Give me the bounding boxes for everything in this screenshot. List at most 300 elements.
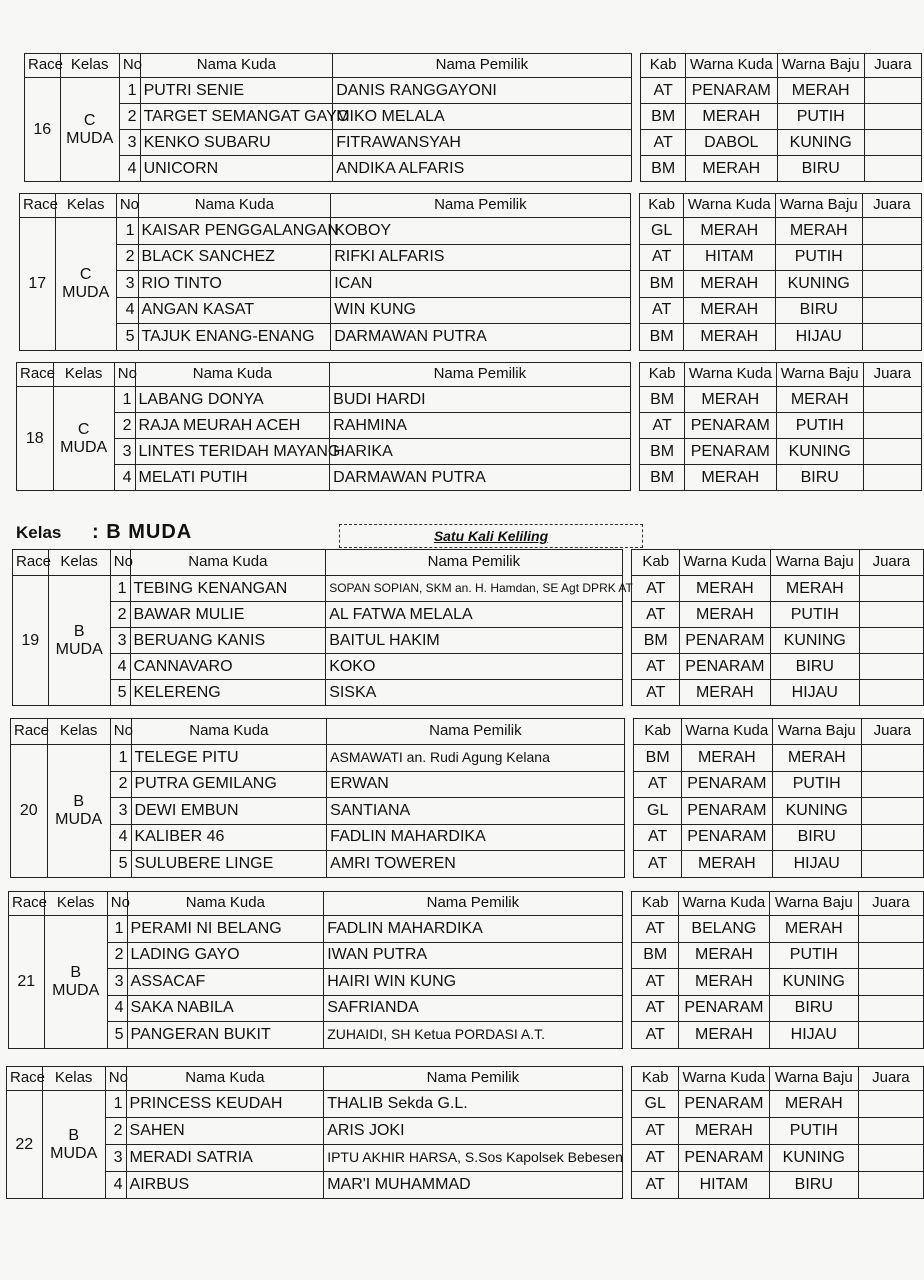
- regency-code: AT: [640, 297, 683, 324]
- owner-name: DARMAWAN PUTRA: [330, 465, 630, 491]
- race-class-letter: B: [70, 964, 82, 982]
- header-race: Race: [17, 363, 54, 387]
- table-row: [17, 465, 922, 491]
- horse-name: LABANG DONYA: [135, 387, 330, 413]
- column-gap: [630, 465, 640, 491]
- horse-name: BLACK SANCHEZ: [138, 244, 331, 271]
- regency-code: GL: [640, 218, 683, 245]
- horse-name: PANGERAN BUKIT: [127, 1022, 324, 1049]
- column-gap: [622, 1118, 632, 1145]
- header-warna-kuda: Warna Kuda: [679, 550, 770, 576]
- horse-name: KAISAR PENGGALANGAN: [138, 218, 331, 245]
- race-table-20: [10, 718, 924, 878]
- horse-color: MERAH: [678, 969, 769, 996]
- table-row: [20, 244, 922, 271]
- entry-number: 1: [114, 387, 135, 413]
- regency-code: BM: [632, 628, 679, 654]
- horse-name: TARGET SEMANGAT GAYO: [140, 104, 333, 130]
- horse-name: PUTRA GEMILANG: [131, 771, 327, 798]
- race-class: [55, 218, 116, 351]
- horse-name: KENKO SUBARU: [140, 130, 333, 156]
- winner-cell: [859, 654, 923, 680]
- horse-name: MERADI SATRIA: [126, 1145, 324, 1172]
- header-nama-pemilik: Nama Pemilik: [324, 1067, 622, 1091]
- header-juara: Juara: [864, 54, 921, 78]
- horse-color: MERAH: [678, 1118, 769, 1145]
- header-nama-kuda: Nama Kuda: [130, 550, 326, 576]
- winner-cell: [858, 916, 923, 943]
- header-kab: Kab: [640, 363, 684, 387]
- column-gap: [622, 602, 632, 628]
- jersey-color: KUNING: [769, 969, 858, 996]
- winner-cell: [863, 439, 921, 465]
- header-kelas: Kelas: [48, 550, 110, 576]
- regency-code: AT: [632, 680, 679, 706]
- horse-name: SAKA NABILA: [127, 995, 324, 1022]
- winner-cell: [864, 78, 921, 104]
- regency-code: BM: [641, 104, 685, 130]
- table-row: [13, 654, 924, 680]
- winner-cell: [858, 1172, 923, 1199]
- jersey-color: BIRU: [777, 156, 864, 182]
- horse-color: MERAH: [681, 851, 772, 878]
- entry-number: 4: [105, 1172, 126, 1199]
- regency-code: AT: [632, 1118, 678, 1145]
- jersey-color: MERAH: [775, 218, 862, 245]
- race-class-age: MUDA: [55, 810, 103, 828]
- entry-number: 1: [110, 745, 131, 772]
- horse-color: MERAH: [685, 104, 777, 130]
- header-juara: Juara: [858, 892, 923, 916]
- jersey-color: PUTIH: [777, 104, 864, 130]
- table-row: [13, 680, 924, 706]
- class-heading-label: Kelas: [16, 523, 62, 542]
- header-warna-kuda: Warna Kuda: [678, 892, 769, 916]
- header-juara: Juara: [858, 1067, 923, 1091]
- race-class-letter: C: [79, 266, 92, 284]
- owner-name: ZUHAIDI, SH Ketua PORDASI A.T.: [324, 1022, 622, 1049]
- jersey-color: PUTIH: [769, 942, 858, 969]
- table-row: [25, 156, 922, 182]
- jersey-color: BIRU: [776, 465, 863, 491]
- horse-name: PUTRI SENIE: [140, 78, 333, 104]
- header-nama-pemilik: Nama Pemilik: [333, 54, 631, 78]
- jersey-color: KUNING: [769, 1145, 858, 1172]
- horse-color: HITAM: [678, 1172, 769, 1199]
- owner-name: AL FATWA MELALA: [326, 602, 622, 628]
- jersey-color: KUNING: [777, 130, 864, 156]
- table-header-row: [17, 363, 922, 387]
- owner-name: BAITUL HAKIM: [326, 628, 622, 654]
- regency-code: BM: [641, 156, 685, 182]
- header-kab: Kab: [634, 719, 681, 745]
- table-header-row: [20, 194, 922, 218]
- entry-number: 5: [110, 680, 130, 706]
- regency-code: GL: [632, 1091, 678, 1118]
- entry-number: 2: [110, 771, 131, 798]
- owner-name: AMRI TOWEREN: [327, 851, 624, 878]
- horse-name: TAJUK ENANG-ENANG: [138, 324, 331, 351]
- winner-cell: [858, 942, 923, 969]
- race-class: [60, 78, 119, 182]
- owner-name: ASMAWATI an. Rudi Agung Kelana: [327, 745, 624, 772]
- jersey-color: BIRU: [772, 824, 861, 851]
- entry-number: 3: [110, 628, 130, 654]
- regency-code: AT: [641, 130, 685, 156]
- horse-color: MERAH: [684, 465, 776, 491]
- header-kab: Kab: [632, 1067, 678, 1091]
- column-gap: [624, 851, 634, 878]
- owner-name: THALIB Sekda G.L.: [324, 1091, 622, 1118]
- horse-name: TELEGE PITU: [131, 745, 327, 772]
- table-row: [13, 602, 924, 628]
- owner-name: RIFKI ALFARIS: [331, 244, 630, 271]
- entry-number: 2: [116, 244, 138, 271]
- header-no: No: [114, 363, 135, 387]
- regency-code: BM: [640, 387, 684, 413]
- jersey-color: PUTIH: [775, 244, 862, 271]
- horse-name: SULUBERE LINGE: [131, 851, 327, 878]
- column-gap: [630, 194, 640, 218]
- entry-number: 5: [116, 324, 138, 351]
- winner-cell: [858, 1145, 923, 1172]
- table-row: [7, 1118, 924, 1145]
- race-class: [48, 576, 110, 706]
- horse-color: MERAH: [683, 324, 775, 351]
- header-nama-kuda: Nama Kuda: [135, 363, 330, 387]
- jersey-color: PUTIH: [772, 771, 861, 798]
- regency-code: AT: [632, 602, 679, 628]
- entry-number: 1: [105, 1091, 126, 1118]
- entry-number: 1: [110, 576, 130, 602]
- entry-number: 2: [119, 104, 140, 130]
- column-gap: [622, 1067, 632, 1091]
- header-juara: Juara: [861, 719, 923, 745]
- entry-number: 2: [105, 1118, 126, 1145]
- horse-name: DEWI EMBUN: [131, 798, 327, 825]
- horse-name: MELATI PUTIH: [135, 465, 330, 491]
- table-row: [9, 969, 924, 996]
- table-header-row: [25, 54, 922, 78]
- jersey-color: HIJAU: [772, 851, 861, 878]
- race-class-age: MUDA: [62, 283, 110, 301]
- entry-number: 3: [114, 439, 135, 465]
- column-gap: [630, 324, 640, 351]
- jersey-color: MERAH: [769, 1091, 858, 1118]
- table-row: [9, 995, 924, 1022]
- header-nama-kuda: Nama Kuda: [140, 54, 333, 78]
- table-row: [25, 78, 922, 104]
- horse-color: PENARAM: [679, 654, 770, 680]
- regency-code: AT: [632, 916, 678, 943]
- race-table-17: [19, 193, 922, 351]
- entry-number: 3: [116, 271, 138, 298]
- owner-name: KOBOY: [331, 218, 630, 245]
- horse-name: AIRBUS: [126, 1172, 324, 1199]
- winner-cell: [863, 413, 921, 439]
- race-table-21: [8, 891, 924, 1049]
- header-nama-pemilik: Nama Pemilik: [331, 194, 630, 218]
- owner-name: IWAN PUTRA: [324, 942, 622, 969]
- entry-number: 3: [105, 1145, 126, 1172]
- horse-color: PENARAM: [679, 628, 770, 654]
- header-no: No: [110, 719, 131, 745]
- horse-color: PENARAM: [678, 1145, 769, 1172]
- regency-code: BM: [640, 439, 684, 465]
- entry-number: 4: [116, 297, 138, 324]
- race-class: [47, 745, 110, 878]
- jersey-color: BIRU: [770, 654, 859, 680]
- horse-color: BELANG: [678, 916, 769, 943]
- regency-code: AT: [640, 244, 683, 271]
- jersey-color: HIJAU: [769, 1022, 858, 1049]
- owner-name: MAR'I MUHAMMAD: [324, 1172, 622, 1199]
- horse-color: MERAH: [685, 156, 777, 182]
- column-gap: [631, 78, 641, 104]
- owner-name: HAIRI WIN KUNG: [324, 969, 622, 996]
- horse-color: MERAH: [679, 576, 770, 602]
- horse-color: PENARAM: [684, 439, 776, 465]
- table-row: [9, 1022, 924, 1049]
- column-gap: [631, 54, 641, 78]
- horse-color: PENARAM: [684, 413, 776, 439]
- jersey-color: PUTIH: [776, 413, 863, 439]
- horse-color: HITAM: [683, 244, 775, 271]
- entry-number: 1: [119, 78, 140, 104]
- header-warna-kuda: Warna Kuda: [684, 363, 776, 387]
- header-warna-kuda: Warna Kuda: [678, 1067, 769, 1091]
- winner-cell: [859, 680, 923, 706]
- header-warna-baju: Warna Baju: [777, 54, 864, 78]
- regency-code: BM: [640, 465, 684, 491]
- horse-name: PRINCESS KEUDAH: [126, 1091, 324, 1118]
- horse-name: LADING GAYO: [127, 942, 324, 969]
- column-gap: [622, 550, 632, 576]
- column-gap: [622, 1022, 632, 1049]
- header-kab: Kab: [632, 550, 679, 576]
- winner-cell: [864, 156, 921, 182]
- owner-name: WIN KUNG: [331, 297, 630, 324]
- horse-name: RAJA MEURAH ACEH: [135, 413, 330, 439]
- class-heading: [16, 521, 192, 544]
- header-race: Race: [25, 54, 61, 78]
- entry-number: 4: [114, 465, 135, 491]
- horse-name: UNICORN: [140, 156, 333, 182]
- race-class-age: MUDA: [50, 1144, 98, 1162]
- race-distance-note: Satu Kali Keliling: [339, 524, 643, 548]
- header-no: No: [110, 550, 130, 576]
- table-row: [20, 271, 922, 298]
- horse-color: MERAH: [683, 218, 775, 245]
- table-row: [20, 218, 922, 245]
- column-gap: [622, 916, 632, 943]
- jersey-color: KUNING: [770, 628, 859, 654]
- owner-name: MIKO MELALA: [333, 104, 631, 130]
- jersey-color: BIRU: [769, 1172, 858, 1199]
- horse-color: MERAH: [683, 271, 775, 298]
- header-nama-kuda: Nama Kuda: [138, 194, 331, 218]
- race-class: [53, 387, 114, 491]
- horse-color: MERAH: [678, 942, 769, 969]
- owner-name: DARMAWAN PUTRA: [331, 324, 630, 351]
- header-juara: Juara: [862, 194, 921, 218]
- jersey-color: PUTIH: [769, 1118, 858, 1145]
- header-warna-baju: Warna Baju: [776, 363, 863, 387]
- regency-code: GL: [634, 798, 681, 825]
- winner-cell: [858, 1091, 923, 1118]
- regency-code: AT: [632, 995, 678, 1022]
- race-class-age: MUDA: [55, 640, 103, 658]
- owner-name: DANIS RANGGAYONI: [333, 78, 631, 104]
- race-number: 22: [7, 1091, 43, 1199]
- header-nama-pemilik: Nama Pemilik: [330, 363, 630, 387]
- entry-number: 4: [110, 824, 131, 851]
- horse-name: PERAMI NI BELANG: [127, 916, 324, 943]
- column-gap: [630, 413, 640, 439]
- winner-cell: [861, 851, 923, 878]
- race-number: 21: [9, 916, 45, 1049]
- winner-cell: [862, 271, 921, 298]
- entry-number: 1: [107, 916, 127, 943]
- regency-code: AT: [632, 1022, 678, 1049]
- column-gap: [622, 942, 632, 969]
- column-gap: [624, 771, 634, 798]
- header-kab: Kab: [641, 54, 685, 78]
- winner-cell: [861, 771, 923, 798]
- regency-code: AT: [640, 413, 684, 439]
- jersey-color: KUNING: [772, 798, 861, 825]
- horse-name: BERUANG KANIS: [130, 628, 326, 654]
- entry-number: 4: [107, 995, 127, 1022]
- horse-color: MERAH: [681, 745, 772, 772]
- column-gap: [622, 1172, 632, 1199]
- race-table-16: [24, 53, 922, 182]
- owner-name: ICAN: [331, 271, 630, 298]
- owner-name: ARIS JOKI: [324, 1118, 622, 1145]
- column-gap: [622, 892, 632, 916]
- race-table-22: [6, 1066, 924, 1199]
- header-kelas: Kelas: [47, 719, 110, 745]
- regency-code: BM: [640, 324, 683, 351]
- regency-code: AT: [634, 824, 681, 851]
- table-row: [7, 1091, 924, 1118]
- entry-number: 4: [110, 654, 130, 680]
- regency-code: AT: [632, 1145, 678, 1172]
- column-gap: [622, 628, 632, 654]
- header-no: No: [105, 1067, 126, 1091]
- owner-name: ERWAN: [327, 771, 624, 798]
- jersey-color: BIRU: [775, 297, 862, 324]
- header-warna-baju: Warna Baju: [772, 719, 861, 745]
- header-nama-kuda: Nama Kuda: [126, 1067, 324, 1091]
- table-row: [25, 104, 922, 130]
- header-race: Race: [11, 719, 48, 745]
- race-number: 19: [13, 576, 49, 706]
- regency-code: AT: [632, 969, 678, 996]
- horse-color: MERAH: [679, 602, 770, 628]
- column-gap: [631, 156, 641, 182]
- winner-cell: [861, 798, 923, 825]
- header-kab: Kab: [640, 194, 683, 218]
- horse-color: MERAH: [679, 680, 770, 706]
- winner-cell: [861, 824, 923, 851]
- jersey-color: MERAH: [776, 387, 863, 413]
- header-juara: Juara: [859, 550, 923, 576]
- table-row: [7, 1145, 924, 1172]
- horse-name: SAHEN: [126, 1118, 324, 1145]
- winner-cell: [858, 1118, 923, 1145]
- table-row: [13, 576, 924, 602]
- class-heading-value: : B MUDA: [92, 521, 193, 543]
- race-class-letter: C: [83, 111, 96, 129]
- header-nama-pemilik: Nama Pemilik: [326, 550, 622, 576]
- header-race: Race: [9, 892, 45, 916]
- column-gap: [624, 824, 634, 851]
- header-race: Race: [20, 194, 56, 218]
- race-table-19: [12, 549, 924, 706]
- entry-number: 5: [107, 1022, 127, 1049]
- owner-name: SISKA: [326, 680, 622, 706]
- winner-cell: [858, 969, 923, 996]
- winner-cell: [858, 995, 923, 1022]
- regency-code: BM: [632, 942, 678, 969]
- owner-name: KOKO: [326, 654, 622, 680]
- race-number: 18: [17, 387, 54, 491]
- header-nama-kuda: Nama Kuda: [131, 719, 327, 745]
- winner-cell: [864, 104, 921, 130]
- winner-cell: [863, 387, 921, 413]
- header-kelas: Kelas: [60, 54, 119, 78]
- race-class-letter: C: [77, 420, 90, 438]
- jersey-color: BIRU: [769, 995, 858, 1022]
- owner-name: BUDI HARDI: [330, 387, 630, 413]
- table-row: [9, 942, 924, 969]
- winner-cell: [859, 628, 923, 654]
- race-class-age: MUDA: [52, 981, 100, 999]
- column-gap: [622, 680, 632, 706]
- horse-color: PENARAM: [678, 995, 769, 1022]
- header-warna-kuda: Warna Kuda: [683, 194, 775, 218]
- jersey-color: KUNING: [775, 271, 862, 298]
- header-no: No: [119, 54, 140, 78]
- horse-name: CANNAVARO: [130, 654, 326, 680]
- header-warna-kuda: Warna Kuda: [685, 54, 777, 78]
- header-race: Race: [13, 550, 49, 576]
- horse-color: PENARAM: [681, 798, 772, 825]
- horse-color: MERAH: [683, 297, 775, 324]
- jersey-color: KUNING: [776, 439, 863, 465]
- header-juara: Juara: [863, 363, 921, 387]
- winner-cell: [864, 130, 921, 156]
- winner-cell: [862, 218, 921, 245]
- column-gap: [622, 1091, 632, 1118]
- header-nama-kuda: Nama Kuda: [127, 892, 324, 916]
- jersey-color: HIJAU: [770, 680, 859, 706]
- owner-name: FADLIN MAHARDIKA: [327, 824, 624, 851]
- table-row: [11, 771, 924, 798]
- entry-number: 1: [116, 218, 138, 245]
- jersey-color: HIJAU: [775, 324, 862, 351]
- table-row: [17, 439, 922, 465]
- jersey-color: PUTIH: [770, 602, 859, 628]
- regency-code: AT: [632, 1172, 678, 1199]
- regency-code: AT: [634, 771, 681, 798]
- column-gap: [622, 1145, 632, 1172]
- table-row: [17, 413, 922, 439]
- header-kelas: Kelas: [42, 1067, 105, 1091]
- table-header-row: [11, 719, 924, 745]
- owner-name: HARIKA: [330, 439, 630, 465]
